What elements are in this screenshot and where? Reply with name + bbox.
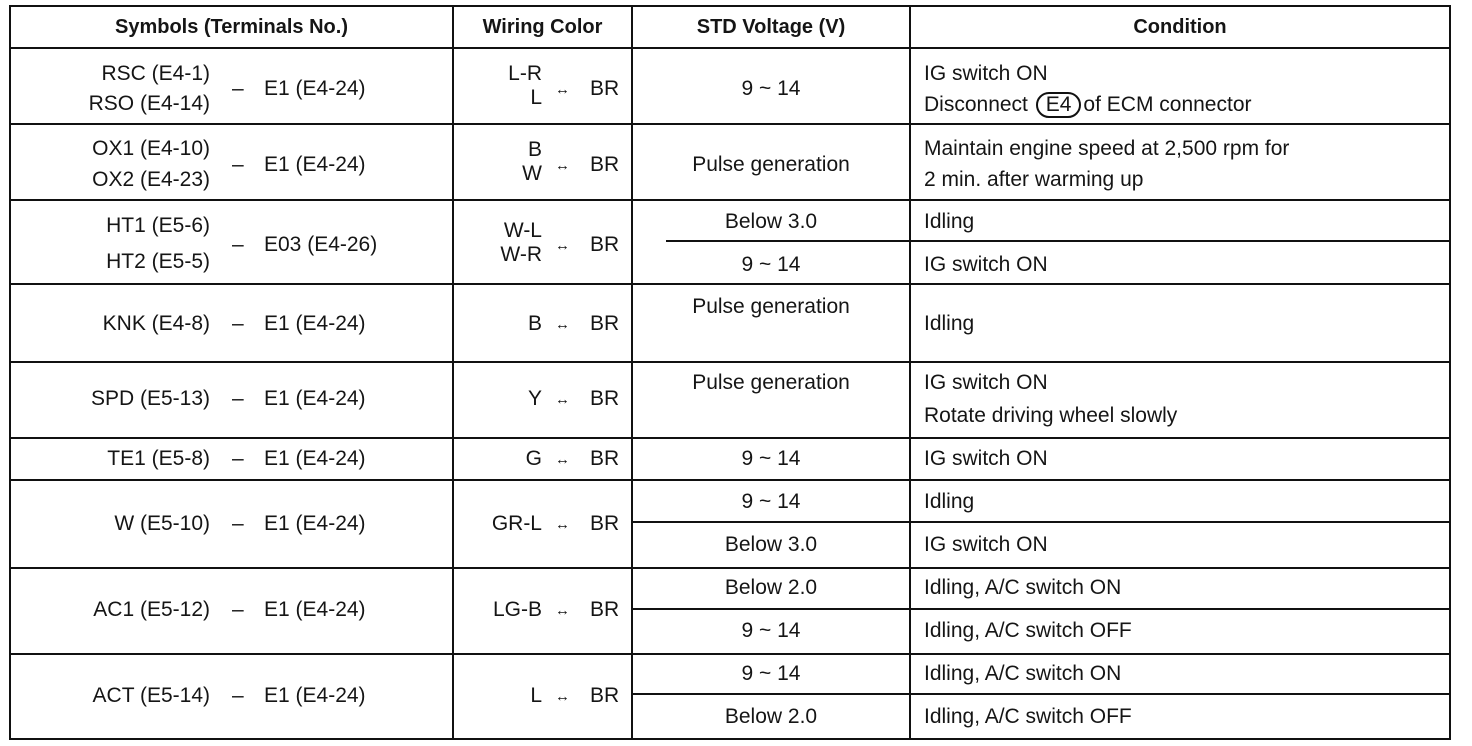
symbol-terminal: RSO (E4-14) (88, 92, 210, 115)
condition-text (924, 92, 1252, 118)
condition-text: IG switch ON (924, 253, 1048, 276)
symbol-terminal: HT2 (E5-5) (106, 250, 210, 273)
wire-to: BR (590, 153, 620, 176)
std-voltage: 9 ~ 14 (741, 447, 801, 470)
wire-to: BR (590, 598, 620, 621)
wire-to: BR (590, 512, 620, 535)
terminal-dash: – (232, 387, 244, 410)
std-voltage: Below 2.0 (724, 576, 818, 599)
symbol-terminal: W (E5-10) (114, 512, 210, 535)
ground-terminal: E1 (E4-24) (264, 387, 366, 410)
std-voltage: Below 2.0 (724, 705, 818, 728)
header-wiring-color: Wiring Color (482, 16, 603, 38)
terminal-dash: – (232, 77, 244, 100)
condition-text: 2 min. after warming up (924, 168, 1144, 191)
std-voltage: 9 ~ 14 (741, 619, 801, 642)
header-condition: Condition (1133, 16, 1227, 38)
wire-color: W-R (500, 243, 542, 266)
header-symbols: Symbols (Terminals No.) (114, 16, 348, 38)
wire-color: B (527, 312, 542, 335)
wire-color: L (530, 86, 542, 109)
terminal-dash: – (232, 684, 244, 707)
wire-color: W-L (503, 219, 542, 242)
ground-terminal: E1 (E4-24) (264, 447, 366, 470)
std-voltage: 9 ~ 14 (741, 662, 801, 685)
std-voltage: Below 3.0 (724, 210, 818, 233)
condition-text: Idling (924, 312, 975, 335)
wire-to: BR (590, 447, 620, 470)
std-voltage: Pulse generation (692, 371, 850, 394)
std-voltage: 9 ~ 14 (741, 253, 801, 276)
std-voltage: Pulse generation (692, 295, 850, 318)
std-voltage: 9 ~ 14 (741, 490, 801, 513)
terminal-dash: – (232, 153, 244, 176)
symbol-terminal: RSC (E4-1) (101, 62, 210, 85)
ground-terminal: E1 (E4-24) (264, 312, 366, 335)
condition-text: of ECM connector (1083, 93, 1252, 116)
wire-to: BR (590, 77, 620, 100)
wire-color: B (527, 138, 542, 161)
terminal-dash: – (232, 447, 244, 470)
terminal-dash: – (232, 512, 244, 535)
wire-color: LG-B (492, 598, 542, 621)
condition-text: IG switch ON (924, 62, 1048, 85)
condition-text: Rotate driving wheel slowly (924, 404, 1178, 427)
connection-arrow-icon: ↔ (555, 81, 570, 98)
symbol-terminal: SPD (E5-13) (90, 387, 210, 410)
condition-text: IG switch ON (924, 371, 1048, 394)
connection-arrow-icon: ↔ (555, 688, 570, 705)
condition-text: Maintain engine speed at 2,500 rpm for (924, 137, 1290, 160)
condition-text: Idling (924, 210, 975, 233)
symbol-terminal: TE1 (E5-8) (107, 447, 210, 470)
condition-text: Idling (924, 490, 975, 513)
connection-arrow-icon: ↔ (555, 516, 570, 533)
ground-terminal: E1 (E4-24) (264, 512, 366, 535)
connection-arrow-icon: ↔ (555, 602, 570, 619)
symbol-terminal: AC1 (E5-12) (93, 598, 210, 621)
terminal-dash: – (232, 233, 244, 256)
terminal-dash: – (232, 598, 244, 621)
symbol-terminal: OX1 (E4-10) (92, 137, 210, 160)
header-std-voltage: STD Voltage (V) (696, 16, 846, 38)
condition-text: IG switch ON (924, 533, 1048, 556)
std-voltage: Below 3.0 (724, 533, 818, 556)
wire-color: GR-L (491, 512, 542, 535)
condition-text: Idling, A/C switch OFF (924, 705, 1132, 728)
std-voltage: 9 ~ 14 (741, 77, 801, 100)
wire-color: L (530, 684, 542, 707)
symbol-terminal: HT1 (E5-6) (106, 214, 210, 237)
connection-arrow-icon: ↔ (555, 237, 570, 254)
wire-color: L-R (508, 62, 542, 85)
symbol-terminal: KNK (E4-8) (102, 312, 210, 335)
symbol-terminal: ACT (E5-14) (92, 684, 210, 707)
connection-arrow-icon: ↔ (555, 451, 570, 468)
ground-terminal: E1 (E4-24) (264, 684, 366, 707)
condition-text: Disconnect (924, 93, 1028, 116)
connector-badge: E4 (1036, 92, 1082, 118)
condition-text: Idling, A/C switch ON (924, 576, 1122, 599)
wire-to: BR (590, 387, 620, 410)
std-voltage: Pulse generation (692, 153, 850, 176)
wire-color: G (525, 447, 542, 470)
wire-to: BR (590, 312, 620, 335)
ground-terminal: E1 (E4-24) (264, 77, 366, 100)
wire-color: W (522, 162, 542, 185)
connection-arrow-icon: ↔ (555, 157, 570, 174)
condition-text: Idling, A/C switch ON (924, 662, 1122, 685)
condition-text: IG switch ON (924, 447, 1048, 470)
wire-to: BR (590, 684, 620, 707)
symbol-terminal: OX2 (E4-23) (92, 168, 210, 191)
ground-terminal: E1 (E4-24) (264, 153, 366, 176)
connection-arrow-icon: ↔ (555, 316, 570, 333)
ground-terminal: E1 (E4-24) (264, 598, 366, 621)
terminal-dash: – (232, 312, 244, 335)
connection-arrow-icon: ↔ (555, 391, 570, 408)
wire-color: Y (527, 387, 542, 410)
ground-terminal: E03 (E4-26) (264, 233, 378, 256)
wire-to: BR (590, 233, 620, 256)
condition-text: Idling, A/C switch OFF (924, 619, 1132, 642)
